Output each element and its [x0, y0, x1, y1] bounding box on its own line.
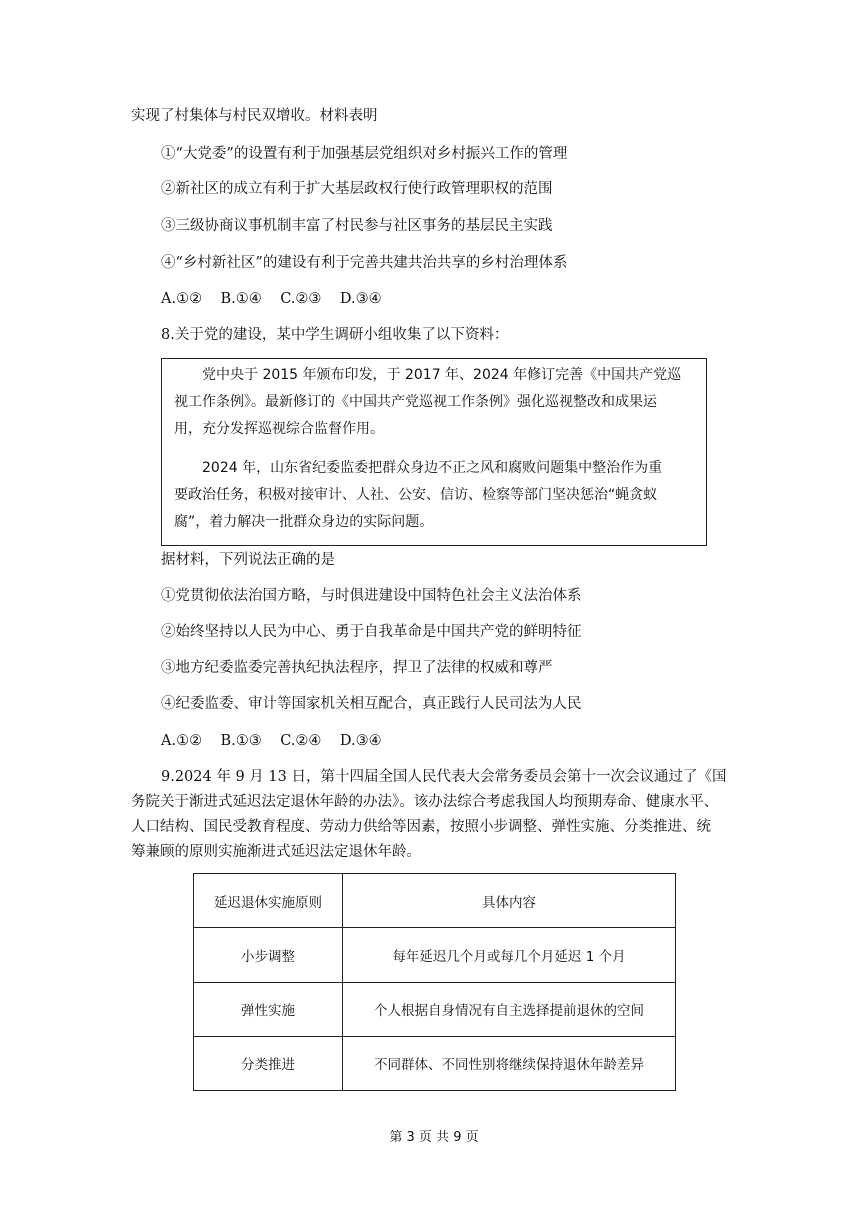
q7-option-b: B.①④: [220, 291, 262, 307]
q7-option-c: C.②③: [280, 291, 322, 307]
q7-statement-2: ②新社区的成立有利于扩大基层政权行使行政管理职权的范围: [161, 181, 553, 197]
table-cell: 小步调整: [194, 928, 343, 982]
q7-options: [161, 289, 382, 309]
q8-option-b: B.①③: [220, 733, 262, 749]
table-cell: 分类推进: [194, 1036, 343, 1090]
q9-stem-line-1: 9.2024 年 9 月 13 日，第十四届全国人民代表大会常务委员会第十一次会议通过了《国: [161, 769, 727, 785]
q8-statement-1: ①党贯彻依法治国方略，与时俱进建设中国特色社会主义法治体系: [161, 588, 582, 604]
q8-option-c: C.②④: [280, 733, 322, 749]
table-cell: 不同群体、不同性别将继续保持退休年龄差异: [343, 1036, 676, 1090]
q8-box-line-6: 腐”，着力解决一批群众身边的实际问题。: [174, 514, 434, 530]
table-header-cell: 延迟退休实施原则: [194, 874, 343, 928]
table-row: [194, 928, 676, 982]
q8-box-line-4: 2024 年，山东省纪委监委把群众身边不正之风和腐败问题集中整治作为重: [202, 460, 663, 476]
q8-statement-2: ②始终坚持以人民为中心、勇于自我革命是中国共产党的鲜明特征: [161, 624, 582, 640]
q7-statement-4: ④“乡村新社区”的建设有利于完善共建共治共享的乡村治理体系: [161, 255, 568, 271]
q7-statement-3: ③三级协商议事机制丰富了村民参与社区事务的基层民主实践: [161, 218, 553, 234]
table-cell: 个人根据自身情况有自主选择提前退休的空间: [343, 982, 676, 1036]
q8-option-a: A.①②: [161, 733, 203, 749]
table-cell: 弹性实施: [194, 982, 343, 1036]
retirement-rules-table: [193, 873, 676, 1091]
table-row: [194, 982, 676, 1036]
q8-after-box: 据材料，下列说法正确的是: [161, 552, 335, 568]
q8-statement-3: ③地方纪委监委完善执纪执法程序，捍卫了法律的权威和尊严: [161, 660, 553, 676]
page-footer: 第 3 页 共 9 页: [389, 1130, 479, 1145]
q8-box-line-1: 党中央于 2015 年颁布印发，于 2017 年、2024 年修订完善《中国共产党巡: [202, 367, 682, 383]
q7-option-d: D.③④: [339, 291, 382, 307]
table-cell: 每年延迟几个月或每几个月延迟 1 个月: [343, 928, 676, 982]
q8-statement-4: ④纪委监委、审计等国家机关相互配合，真正践行人民司法为人民: [161, 696, 582, 712]
q9-stem-line-4: 筹兼顾的原则实施渐进式延迟法定退休年龄。: [131, 844, 421, 860]
q8-options: [161, 731, 382, 751]
q7-stem-tail: 实现了村集体与村民双增收。材料表明: [131, 108, 378, 124]
q8-box-line-5: 要政治任务，积极对接审计、人社、公安、信访、检察等部门坚决惩治“蝇贪蚁: [174, 487, 658, 503]
q8-option-d: D.③④: [339, 733, 382, 749]
q9-stem-line-3: 人口结构、国民受教育程度、劳动力供给等因素，按照小步调整、弹性实施、分类推进、统: [131, 819, 711, 835]
table-row: [194, 1036, 676, 1090]
q7-option-a: A.①②: [161, 291, 203, 307]
q8-box-line-3: 用，充分发挥巡视综合监督作用。: [174, 421, 384, 437]
q7-statement-1: ①“大党委”的设置有利于加强基层党组织对乡村振兴工作的管理: [161, 146, 568, 162]
q8-stem: 8.关于党的建设，某中学生调研小组收集了以下资料：: [161, 327, 509, 343]
q8-material-box: [161, 358, 707, 546]
q9-stem-line-2: 务院关于渐进式延迟法定退休年龄的办法》。该办法综合考虑我国人均预期寿命、健康水平、: [131, 794, 719, 810]
table-header-row: [194, 874, 676, 928]
q8-box-line-2: 视工作条例》。最新修订的《中国共产党巡视工作条例》强化巡视整改和成果运: [174, 394, 657, 410]
table-header-cell: 具体内容: [343, 874, 676, 928]
